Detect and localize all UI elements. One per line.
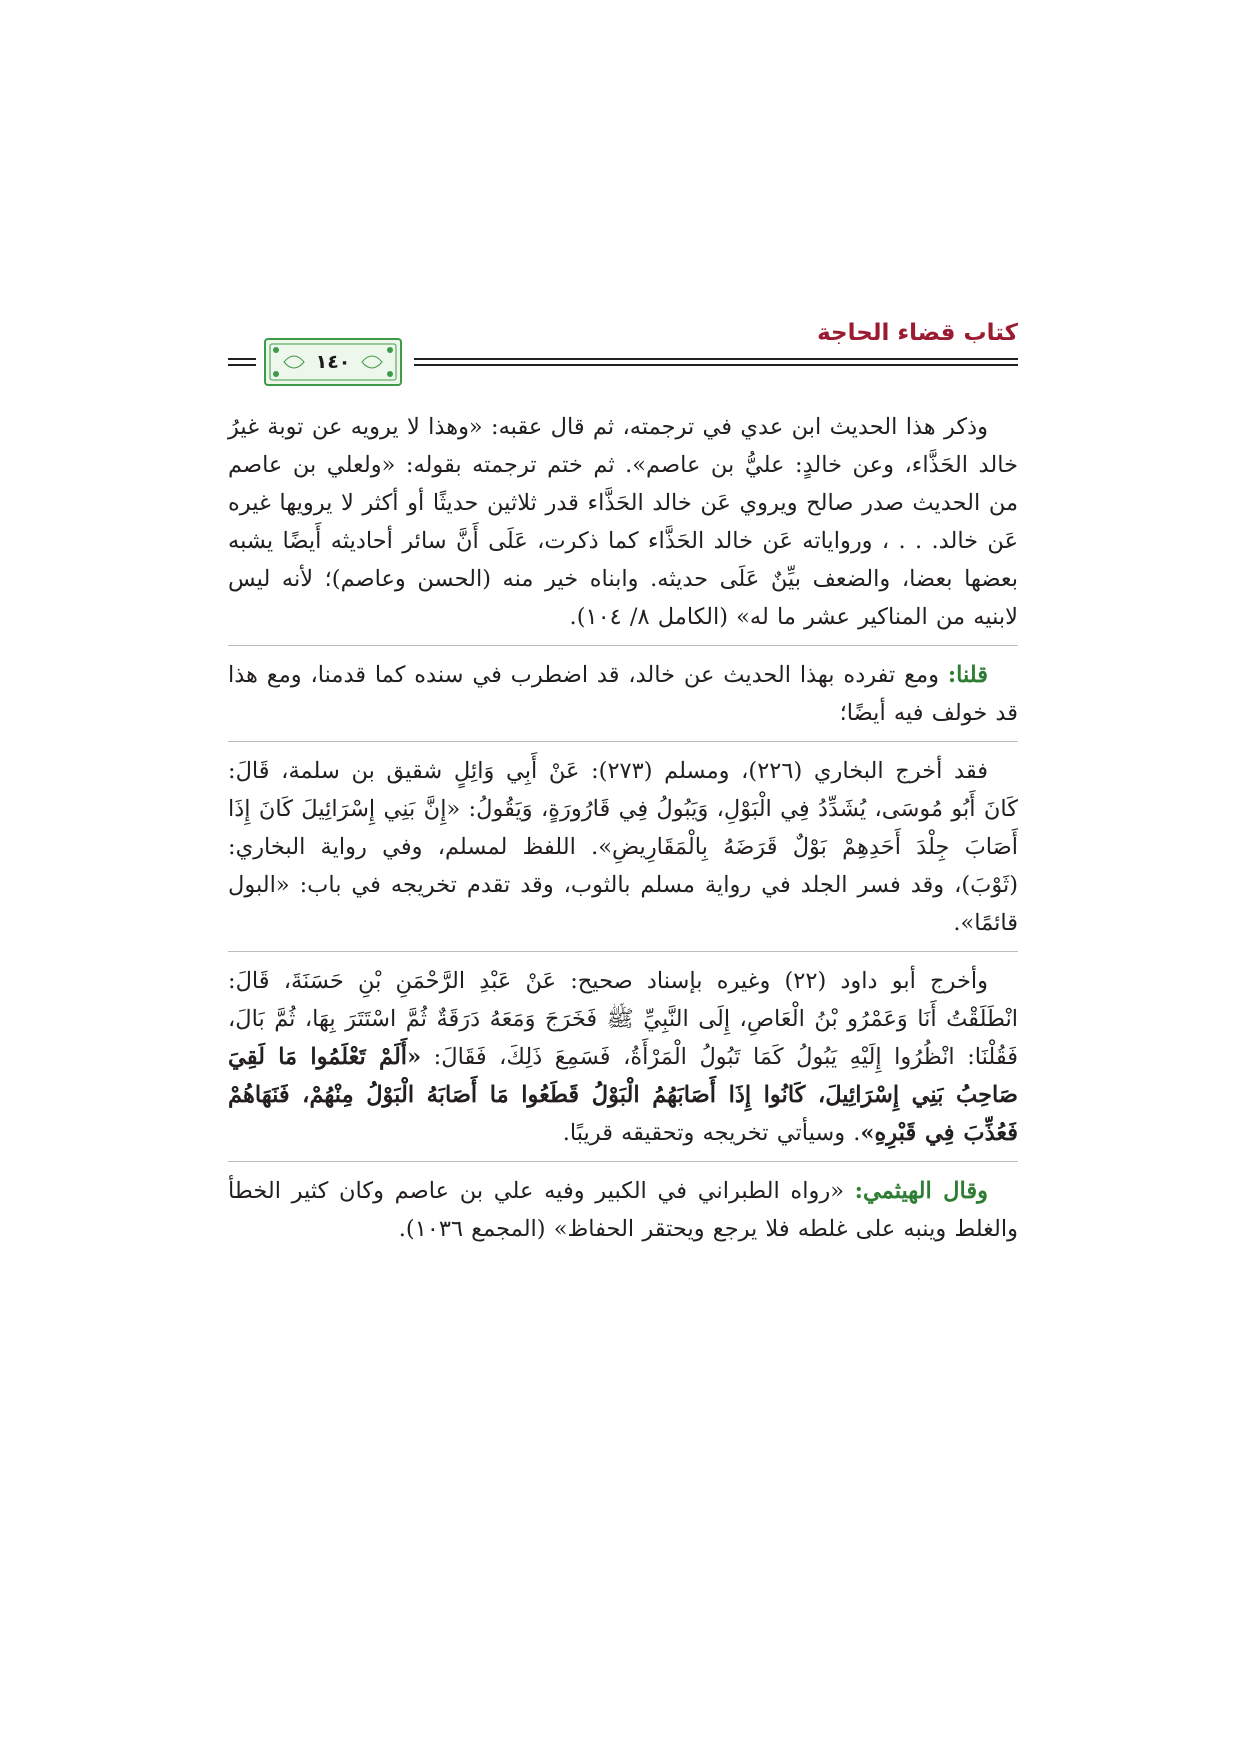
paragraph-divider: [228, 645, 1018, 646]
header-rule-double: [414, 364, 1018, 366]
paragraph-text: وأخرج أبو داود (٢٢) وغيره بإسناد صحيح: عَنْ عَبْدِ الرَّحْمَنِ بْنِ حَسَنَةَ، قَالَ: انْطَلَقْتُ أَنَا وَعَمْرُو بْنُ الْعَاصِ، إِلَى النَّبِيِّ ﷺ فَخَرَجَ وَمَعَهُ دَرَقَةٌ ثُمَّ اسْتَتَرَ بِهَا، ثُمَّ بَالَ، فَقُلْنَا: انْظُرُوا إِلَيْهِ يَبُولُ كَمَا تَبُولُ الْمَرْأَةُ، فَسَمِعَ ذَلِكَ، فَقَالَ:: [228, 968, 1019, 1070]
paragraph-tail: . وسيأتي تخريجه وتحقيقه قريبًا.: [562, 1120, 861, 1146]
page-number-badge: [264, 338, 402, 386]
header-rule-end-double: [228, 364, 256, 366]
paragraph-lead: قلنا:: [947, 662, 988, 688]
paragraph-divider: [228, 951, 1018, 952]
paragraph-qulna: [228, 656, 1018, 732]
header-rule: [414, 358, 1018, 360]
page-number: ١٤٠: [315, 351, 351, 373]
paragraph-ibn-adi: وذكر هذا الحديث ابن عدي في ترجمته، ثم قال عقبه: «وهذا لا يرويه عن توبة غيرُ خالد الحَذَّاء، وعن خالدٍ: عليُّ بن عاصم». ثم ختم ترجمته بقوله: «ولعلي بن عاصم من الحديث صدر صالح ويروي عَن خالد الحَذَّاء قدر ثلاثين حديثًا أو أكثر لا يرويها غيره عَن خالد. . . ، ورواياته عَن خالد الحَذَّاء كما ذكرت، عَلَى أَنَّ سائر أحاديثه أَيضًا يشبه بعضها بعضا، والضعف بيِّنٌ عَلَى حديثه. وابناه خير منه (الحسن وعاصم)؛ لأنه ليس لابنيه من المناكير عشر ما له» (الكامل ٨/ ١٠٤).: [228, 414, 1018, 630]
page-header: [228, 318, 1018, 390]
paragraph-haythami: [228, 1172, 1018, 1248]
book-title: كتاب قضاء الحاجة: [817, 320, 1018, 346]
paragraph-text: «رواه الطبراني في الكبير وفيه علي بن عاصم وكان كثير الخطأ والغلط وينبه على غلطه فلا يرجع ويحتقر الحفاظ» (المجمع ١٠٣٦).: [228, 1178, 1018, 1242]
paragraph-divider: [228, 741, 1018, 742]
hadith-quote: «أَلَمْ تَعْلَمُوا مَا لَقِيَ صَاحِبُ بَنِي إِسْرَائِيلَ، كَانُوا إِذَا أَصَابَهُمُ الْبَوْلُ قَطَعُوا مَا أَصَابَهُ الْبَوْلُ مِنْهُمْ، فَنَهَاهُمْ فَعُذِّبَ فِي قَبْرِهِ»: [228, 1044, 1018, 1146]
paragraph-bukhari-muslim: فقد أخرج البخاري (٢٢٦)، ومسلم (٢٧٣): عَنْ أَبِي وَائِلٍ شقيق بن سلمة، قَالَ: كَانَ أَبُو مُوسَى، يُشَدِّدُ فِي الْبَوْلِ، وَيَبُولُ فِي قَارُورَةٍ، وَيَقُولُ: «إِنَّ بَنِي إِسْرَائِيلَ كَانَ إِذَا أَصَابَ جِلْدَ أَحَدِهِمْ بَوْلٌ قَرَضَهُ بِالْمَقَارِيضِ». اللفظ لمسلم، وفي رواية البخاري: (ثَوْبَ)، وقد فسر الجلد في رواية مسلم بالثوب، وقد تقدم تخريجه في باب: «البول قائمًا».: [228, 758, 1018, 936]
paragraph-divider: [228, 1161, 1018, 1162]
paragraph-abu-dawud: [228, 962, 1018, 1152]
paragraph-lead: وقال الهيثمي:: [854, 1178, 988, 1204]
main-text: [228, 408, 1018, 1248]
paragraph-text: ومع تفرده بهذا الحديث عن خالد، قد اضطرب في سنده كما قدمنا، ومع هذا قد خولف فيه أيضًا؛: [228, 662, 1018, 726]
header-rule-end: [228, 358, 256, 360]
